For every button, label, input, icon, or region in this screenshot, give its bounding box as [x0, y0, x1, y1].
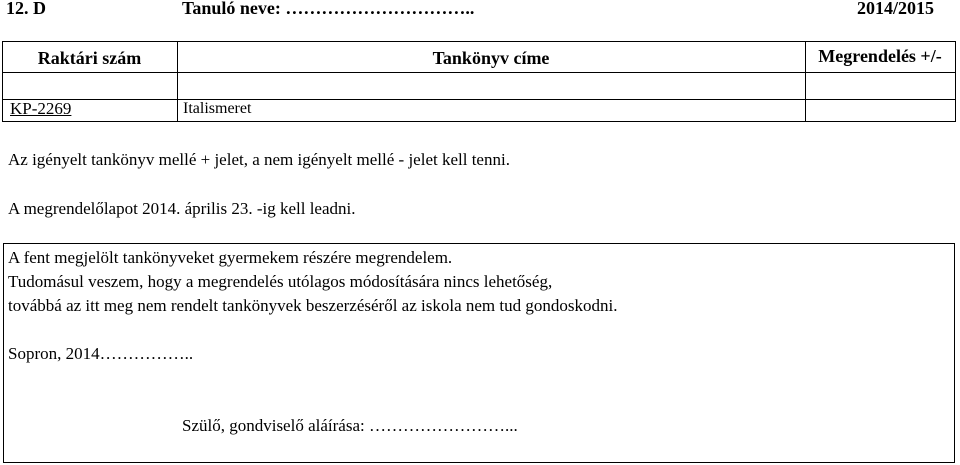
book-code: KP-2269 — [10, 99, 72, 118]
place-date: Sopron, 2014…………….. — [8, 344, 194, 363]
column-header-order: Megrendelés +/- — [818, 46, 942, 66]
class-label: 12. D — [6, 0, 46, 18]
order-mark-cell[interactable] — [810, 100, 950, 120]
column-header-title: Tankönyv címe — [432, 48, 550, 68]
table-right-border — [955, 41, 956, 122]
instruction-mark: Az igényelt tankönyv mellé + jelet, a nem igényelt mellé - jelet kell tenni. — [8, 150, 510, 169]
parent-signature: Szülő, gondviselő aláírása: ……………………... — [182, 416, 518, 435]
column-header-code: Raktári szám — [37, 48, 142, 68]
declaration-no-changes: Tudomásul veszem, hogy a megrendelés utólagos módosítására nincs lehetőség, — [8, 272, 553, 291]
student-name-label: Tanuló neve: ………………………….. — [182, 0, 475, 18]
declaration-school-note: továbbá az itt meg nem rendelt tankönyvek beszerzéséről az iskola nem tud gondoskodni. — [8, 296, 618, 315]
book-title: Italismeret — [183, 100, 252, 117]
declaration-order: A fent megjelölt tankönyveket gyermekem részére megrendelem. — [8, 248, 453, 267]
table-header-border — [2, 72, 956, 73]
table-row-bottom-border — [2, 121, 956, 122]
instruction-deadline: A megrendelőlapot 2014. április 23. -ig kell leadni. — [8, 199, 356, 218]
table-top-border — [2, 41, 956, 42]
school-year: 2014/2015 — [857, 0, 935, 18]
